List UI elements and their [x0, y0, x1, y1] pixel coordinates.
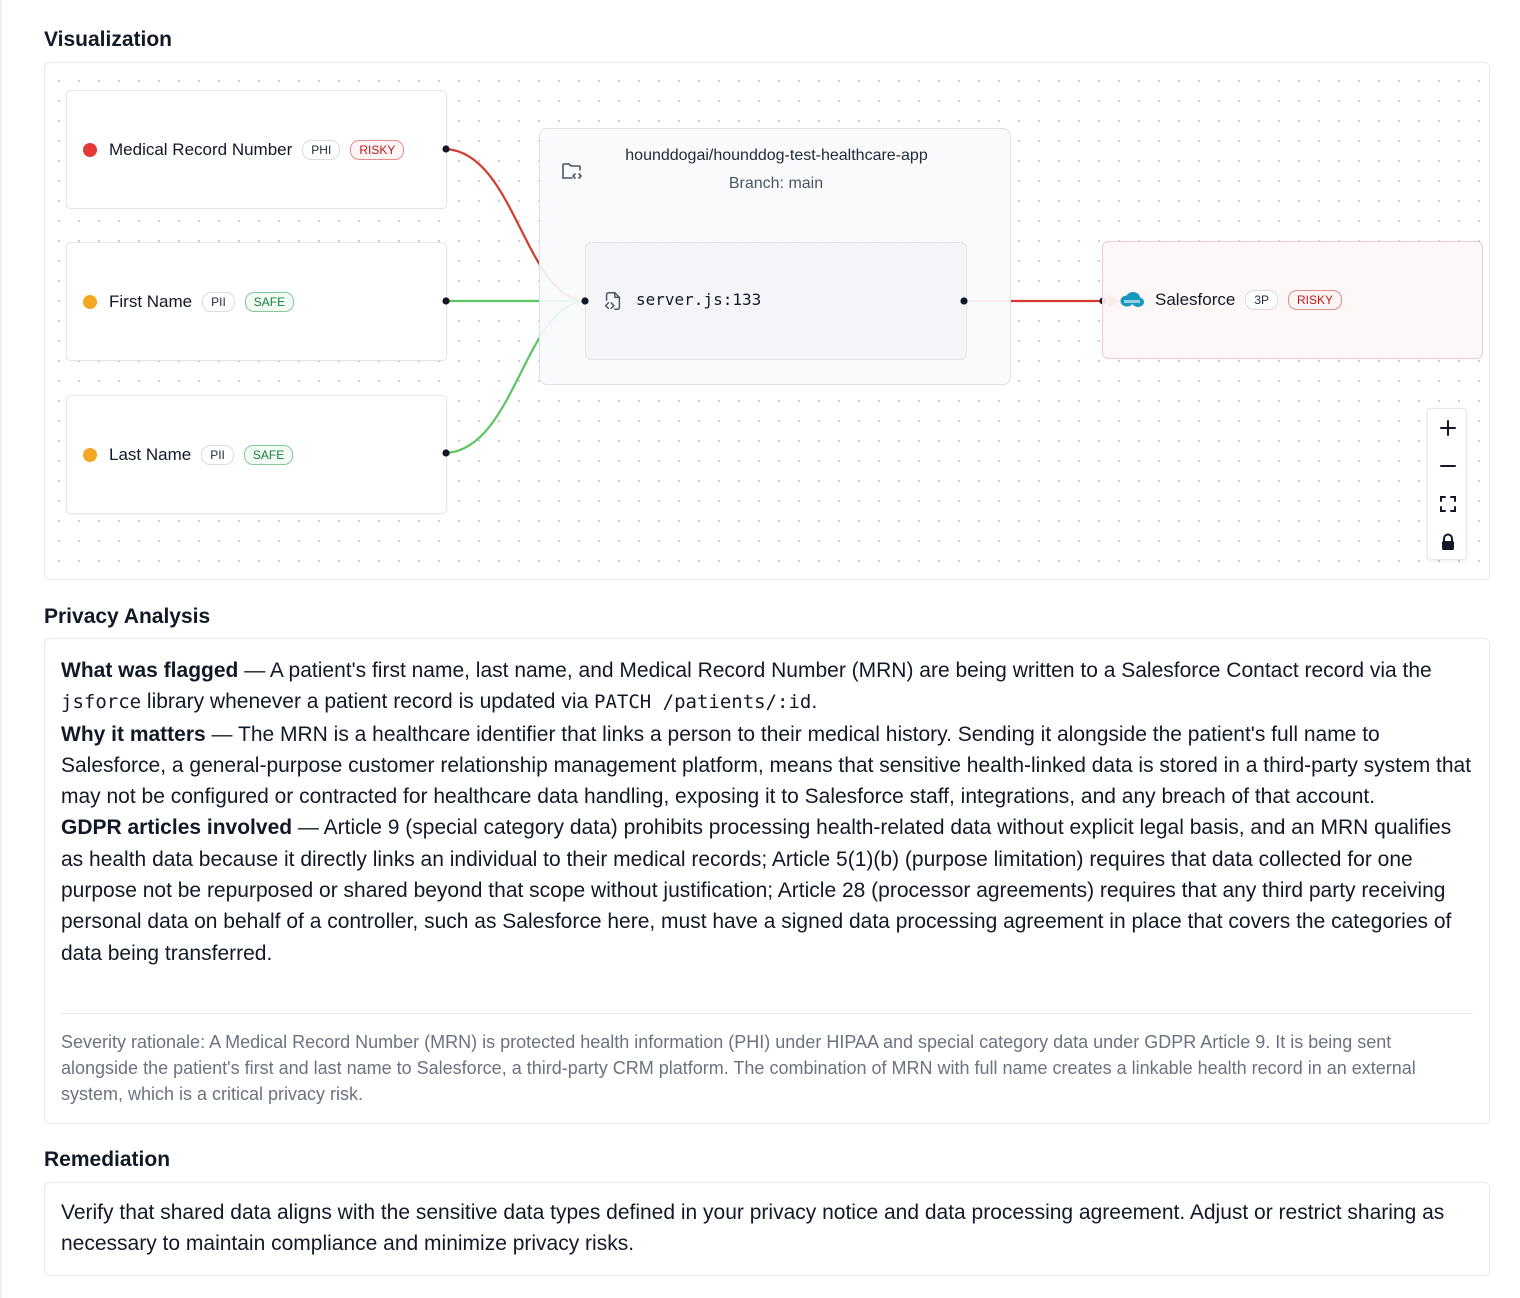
zoom-out-button[interactable]	[1428, 447, 1468, 485]
pii-indicator-dot	[83, 448, 97, 462]
type-tag: 3P	[1245, 290, 1278, 310]
sink-label: Salesforce	[1155, 290, 1236, 309]
flagged-text-1: — A patient's first name, last name, and Medical Record Number (MRN) are being written to a Salesforce Contact record via the	[238, 659, 1432, 682]
flagged-text-2: library whenever a patient record is updated via	[141, 690, 594, 714]
visualization-title: Visualization	[44, 28, 172, 51]
remediation-title: Remediation	[44, 1148, 171, 1171]
phi-indicator-dot	[83, 143, 97, 157]
fit-view-icon	[1439, 495, 1457, 513]
lock-button[interactable]	[1428, 523, 1468, 561]
sink-node-salesforce[interactable]	[1102, 241, 1483, 359]
type-tag: PII	[202, 292, 235, 312]
repository-group[interactable]	[539, 128, 1011, 385]
gdpr-articles-paragraph	[61, 812, 1473, 968]
gdpr-articles-heading: GDPR articles involved	[61, 816, 293, 840]
divider	[61, 1013, 1473, 1014]
gdpr-articles-text: — Article 9 (special category data) prohibits processing health-related data without explicit legal basis, and an MRN qualifies as health data because it directly links an individual to their medical records; Article 5(1)(b) (purpose limitation) requires that data collected for one purpose not be repurposed or shared beyond that scope without justification; Article 28 (processor agreements) requires that any third party receiving personal data on behalf of a controller, such as Salesforce here, must have a signed data processing agreement in place that covers the categories of data being transferred.	[61, 816, 1452, 965]
file-node-server-js[interactable]	[585, 242, 967, 360]
why-it-matters-paragraph	[61, 719, 1473, 813]
what-was-flagged-heading: What was flagged	[61, 659, 239, 682]
status-badge: RISKY	[350, 140, 404, 160]
status-badge: SAFE	[244, 445, 293, 465]
source-label: First Name	[109, 291, 193, 311]
type-tag: PII	[201, 445, 234, 465]
source-node-last-name[interactable]	[66, 395, 447, 514]
pii-indicator-dot	[83, 295, 97, 309]
status-badge: RISKY	[1288, 290, 1342, 310]
lock-icon	[1440, 533, 1456, 551]
fit-view-button[interactable]	[1428, 485, 1468, 523]
source-node-mrn[interactable]	[66, 90, 447, 209]
zoom-in-button[interactable]	[1428, 409, 1468, 447]
zoom-out-icon	[1439, 457, 1457, 475]
repository-branch: Branch: main	[728, 175, 824, 192]
source-label: Medical Record Number	[109, 139, 293, 159]
code-file-icon	[602, 290, 624, 312]
type-tag: PHI	[302, 140, 340, 160]
flow-canvas[interactable]	[44, 62, 1490, 580]
severity-rationale	[61, 1029, 1467, 1108]
file-label: server.js:133	[636, 290, 762, 309]
source-label: Last Name	[109, 444, 192, 464]
privacy-analysis-panel	[44, 638, 1490, 1124]
privacy-analysis-title: Privacy Analysis	[44, 605, 211, 628]
severity-label: Severity rationale:	[61, 1032, 206, 1052]
endpoint-code: PATCH /patients/:id	[594, 691, 812, 714]
source-node-first-name[interactable]	[66, 242, 447, 361]
what-was-flagged-paragraph	[61, 655, 1473, 719]
salesforce-logo	[1119, 291, 1145, 309]
status-badge: SAFE	[245, 292, 294, 312]
remediation-text: Verify that shared data aligns with the sensitive data types defined in your privacy notice and data processing agreement. Adjust or restrict sharing as necessary to maintain compliance and minimize privacy risks.	[61, 1201, 1445, 1256]
why-it-matters-heading: Why it matters	[61, 722, 206, 746]
repository-name: hounddogai/hounddog-test-healthcare-app	[625, 147, 928, 164]
canvas-controls	[1427, 408, 1467, 560]
zoom-in-icon	[1439, 419, 1457, 437]
left-border	[0, 0, 2, 1298]
flagged-text-3: .	[811, 690, 818, 714]
library-code: jsforce	[61, 691, 142, 714]
remediation-panel	[44, 1182, 1490, 1276]
severity-text: A Medical Record Number (MRN) is protected health information (PHI) under HIPAA and special category data under GDPR Article 9. It is being sent alongside the patient's first and last name to Salesforce, a third-party CRM platform. The combination of MRN with full name creates a linkable health record in an external system, which is a critical privacy risk.	[61, 1032, 1416, 1105]
why-it-matters-text: — The MRN is a healthcare identifier that links a person to their medical history. Sending it alongside the patient's full name to Salesforce, a general-purpose customer relationship management platform, means that sensitive health-linked data is stored in a third-party system that may not be configured or contracted for healthcare data handling, exposing it to Salesforce staff, integrations, and any breach of that account.	[61, 722, 1472, 809]
